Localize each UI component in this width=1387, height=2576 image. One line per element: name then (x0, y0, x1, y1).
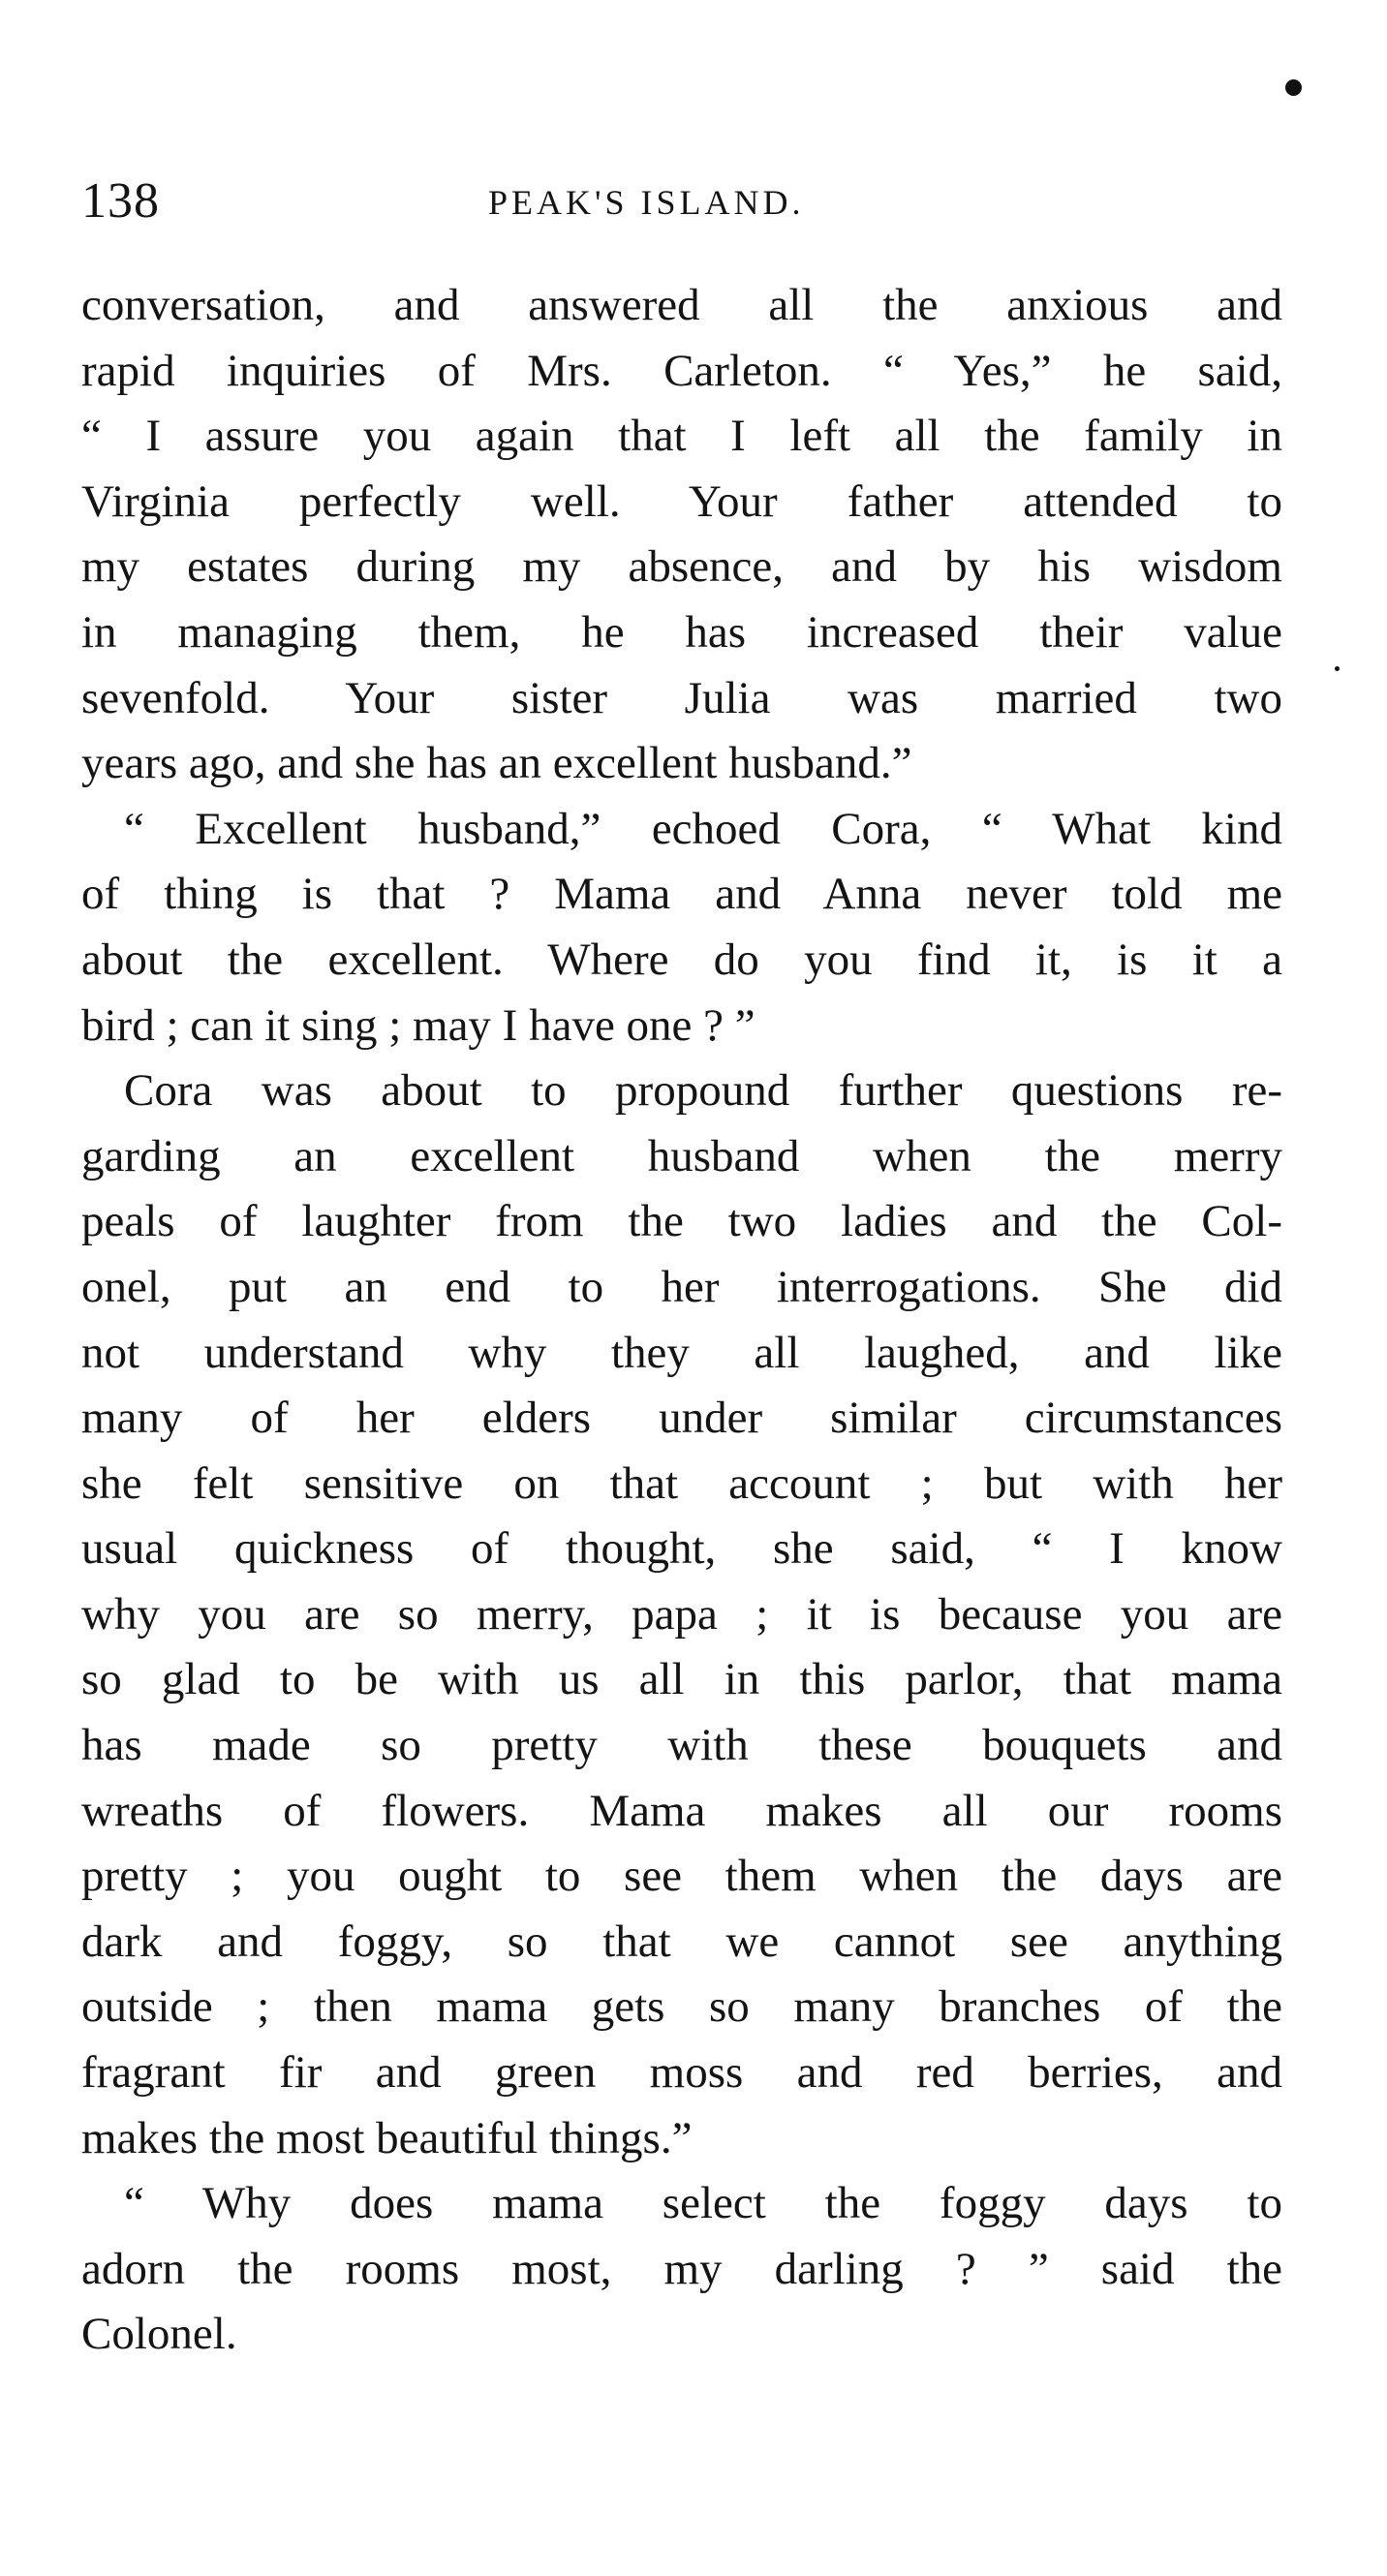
text-line: Virginia perfectly well. Your father attended to (81, 475, 1282, 527)
text-line: in managing them, he has increased their value (81, 606, 1282, 658)
text-line: about the excellent. Where do you find it, is it a (81, 934, 1282, 985)
ink-speck-small (1335, 666, 1340, 671)
text-line: why you are so merry, papa ; it is because you are (81, 1588, 1282, 1640)
text-line: usual quickness of thought, she said, “ I know (81, 1523, 1282, 1575)
text-line: dark and foggy, so that we cannot see anything (81, 1916, 1282, 1967)
body-text (81, 273, 1282, 2368)
text-line: bird ; can it sing ; may I have one ? ” (81, 999, 755, 1051)
text-line: she felt sensitive on that account ; but with her (81, 1457, 1282, 1509)
text-line: pretty ; you ought to see them when the days are (81, 1851, 1282, 1902)
running-title: PEAK'S ISLAND. (488, 183, 805, 222)
text-line: sevenfold. Your sister Julia was married two (81, 672, 1282, 723)
text-line: many of her elders under similar circumstances (81, 1393, 1282, 1444)
text-line: rapid inquiries of Mrs. Carleton. “ Yes,” he said, (81, 345, 1282, 396)
text-line: Colonel. (81, 2309, 237, 2360)
text-line: so glad to be with us all in this parlor, that mama (81, 1654, 1282, 1705)
page-number: 138 (81, 173, 160, 229)
text-line: my estates during my absence, and by his wisdom (81, 541, 1282, 593)
text-line: “ Excellent husband,” echoed Cora, “ What kind (124, 803, 1282, 854)
text-line: Cora was about to propound further questions re- (124, 1065, 1282, 1117)
text-line: wreaths of flowers. Mama makes all our rooms (81, 1785, 1282, 1836)
text-line: of thing is that ? Mama and Anna never told me (81, 869, 1282, 920)
text-line: “ Why does mama select the foggy days to (124, 2178, 1282, 2229)
text-line: “ I assure you again that I left all the family in (81, 411, 1282, 462)
text-line: adorn the rooms most, my darling ? ” said the (81, 2243, 1282, 2294)
text-line: years ago, and she has an excellent husband.” (81, 738, 912, 789)
text-line: fragrant fir and green moss and red berries, and (81, 2047, 1282, 2099)
text-line: makes the most beautiful things.” (81, 2112, 693, 2163)
text-line: has made so pretty with these bouquets and (81, 1720, 1282, 1771)
text-line: peals of laughter from the two ladies and the Col- (81, 1196, 1282, 1247)
text-line: conversation, and answered all the anxious and (81, 280, 1282, 330)
text-line: garding an excellent husband when the merry (81, 1130, 1282, 1181)
ink-speck (1285, 79, 1302, 96)
text-line: onel, put an end to her interrogations. She did (81, 1261, 1282, 1312)
text-line: not understand why they all laughed, and like (81, 1327, 1282, 1378)
text-line: outside ; then mama gets so many branches of the (81, 1981, 1282, 2033)
page-header (81, 172, 1292, 230)
